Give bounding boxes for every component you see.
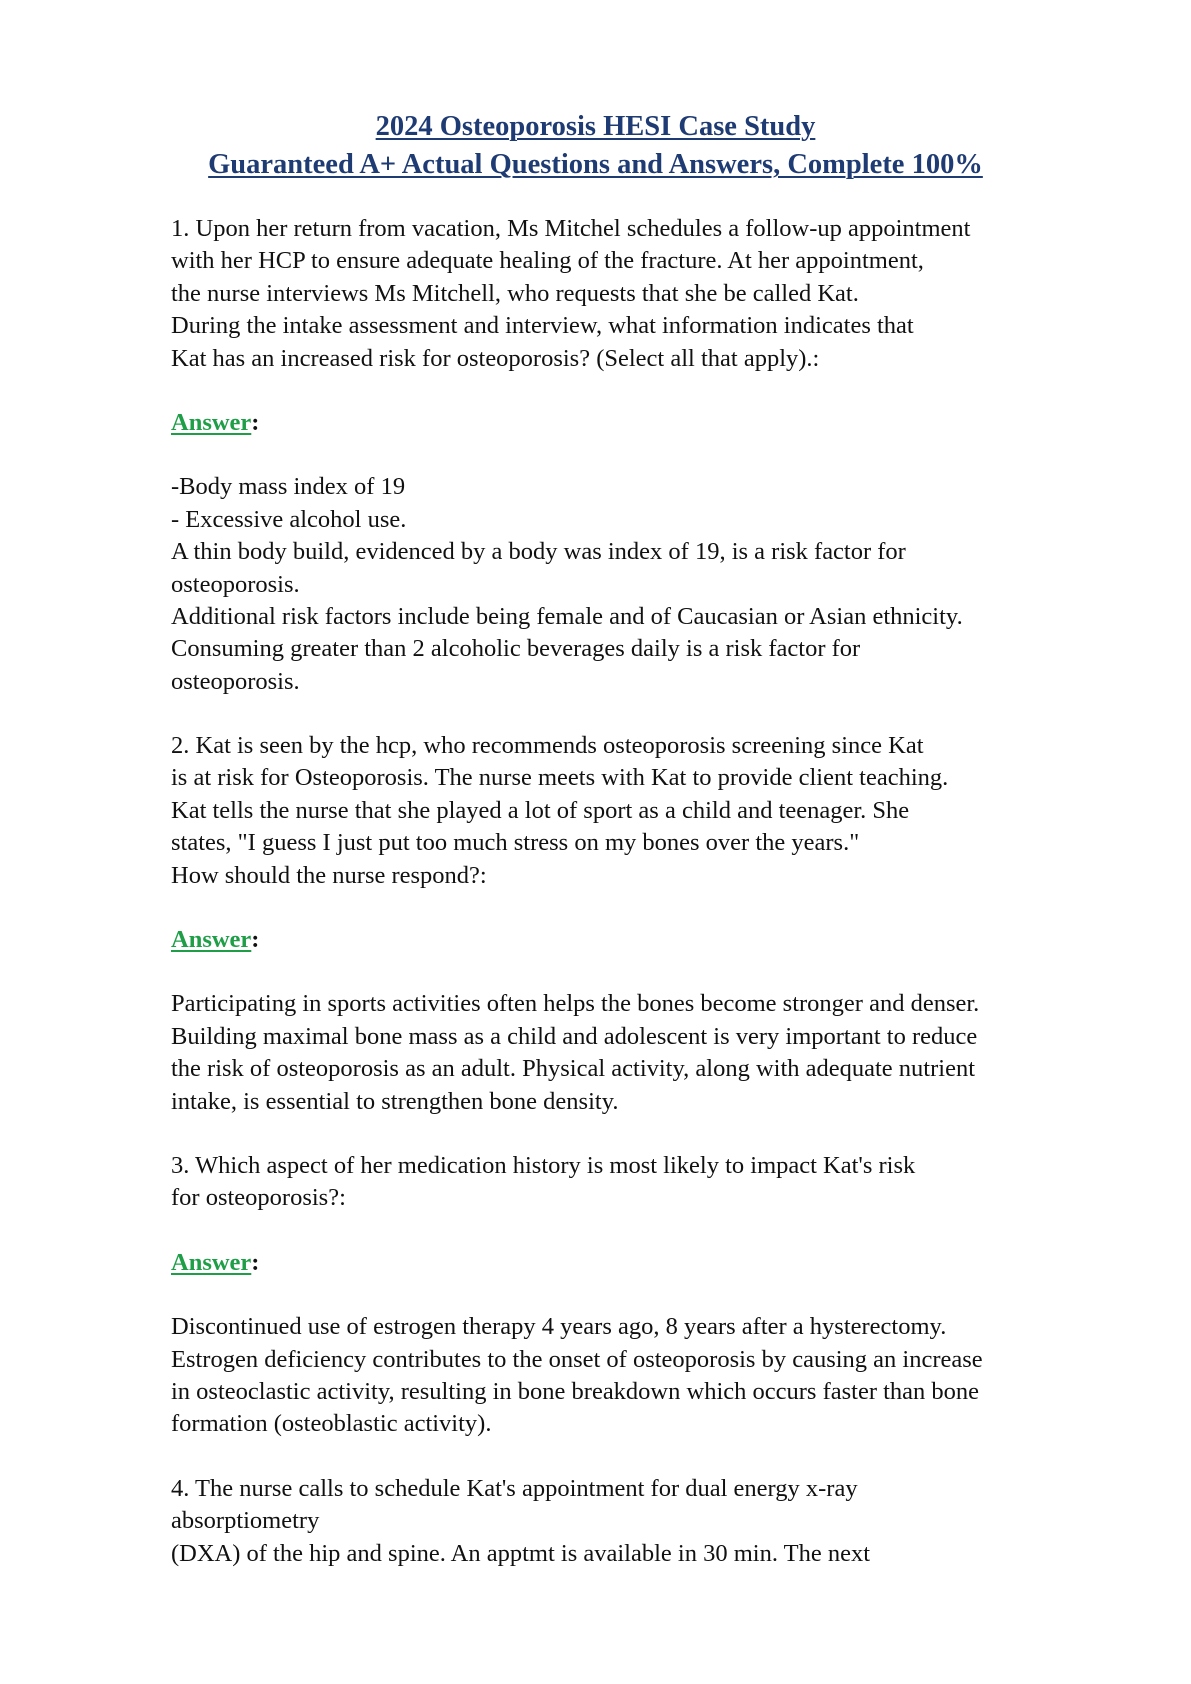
question-text-line: 2. Kat is seen by the hcp, who recommends osteoporosis screening since Kat — [171, 732, 924, 760]
question-text-line: 1. Upon her return from vacation, Ms Mitchel schedules a follow-up appointment — [171, 215, 971, 242]
question-1 — [171, 213, 1131, 375]
title-line-2: Guaranteed A+ Actual Questions and Answers, Complete 100% — [208, 149, 983, 180]
question-text-line: (DXA) of the hip and spine. An apptmt is available in 30 min. The next — [171, 1539, 871, 1567]
question-text-line: is at risk for Osteoporosis. The nurse meets with Kat to provide client teaching. — [171, 764, 949, 792]
document-title — [0, 108, 1191, 184]
answer-colon: : — [251, 1248, 260, 1276]
answer-2 — [171, 988, 1131, 1118]
question-text-line: for osteoporosis?: — [171, 1184, 346, 1212]
question-text-line: states, "I guess I just put too much stress on my bones over the years." — [171, 829, 860, 857]
question-text-line: 4. The nurse calls to schedule Kat's appointment for dual energy x-ray — [171, 1474, 858, 1502]
question-3 — [171, 1150, 1131, 1215]
answer-text-line: -Body mass index of 19 — [171, 473, 406, 501]
question-4 — [171, 1473, 1131, 1570]
answer-text-line: Building maximal bone mass as a child and adolescent is very important to reduce — [171, 1022, 978, 1050]
answer-3 — [171, 1311, 1131, 1441]
answer-text-line: A thin body build, evidenced by a body was index of 19, is a risk factor for — [171, 538, 906, 566]
question-text-line: absorptiometry — [171, 1507, 320, 1535]
answer-text-line: in osteoclastic activity, resulting in bone breakdown which occurs faster than bone — [171, 1377, 980, 1405]
answer-heading-3 — [171, 1247, 1131, 1279]
answer-heading-2 — [171, 924, 1131, 956]
title-line-1: 2024 Osteoporosis HESI Case Study — [375, 111, 816, 142]
answer-1 — [171, 471, 1131, 698]
answer-text-line: Participating in sports activities often helps the bones become stronger and denser. — [171, 990, 980, 1018]
answer-text-line: formation (osteoblastic activity). — [171, 1410, 492, 1438]
answer-text-line: - Excessive alcohol use. — [171, 505, 407, 533]
answer-label: Answer — [171, 1248, 252, 1276]
question-text-line: During the intake assessment and interview, what information indicates that — [171, 312, 914, 340]
answer-text-line: osteoporosis. — [171, 570, 300, 598]
answer-text-line: Consuming greater than 2 alcoholic beverages daily is a risk factor for — [171, 635, 861, 663]
question-text-line: 3. Which aspect of her medication history is most likely to impact Kat's risk — [171, 1151, 916, 1179]
question-2 — [171, 730, 1131, 892]
answer-colon: : — [251, 408, 260, 436]
answer-label: Answer — [171, 408, 252, 436]
answer-heading-1 — [171, 407, 1131, 439]
document-body — [171, 213, 1131, 1570]
question-text-line: Kat tells the nurse that she played a lot of sport as a child and teenager. She — [171, 796, 910, 824]
answer-text-line: osteoporosis. — [171, 667, 300, 695]
question-text-line: with her HCP to ensure adequate healing of the fracture. At her appointment, — [171, 247, 924, 275]
answer-text-line: intake, is essential to strengthen bone density. — [171, 1087, 619, 1115]
answer-label: Answer — [171, 926, 252, 954]
answer-text-line: Discontinued use of estrogen therapy 4 years ago, 8 years after a hysterectomy. — [171, 1313, 947, 1341]
answer-colon: : — [251, 926, 260, 954]
answer-text-line: Additional risk factors include being female and of Caucasian or Asian ethnicity. — [171, 602, 963, 630]
answer-text-line: Estrogen deficiency contributes to the onset of osteoporosis by causing an increase — [171, 1345, 983, 1373]
question-text-line: Kat has an increased risk for osteoporosis? (Select all that apply).: — [171, 344, 820, 372]
answer-text-line: the risk of osteoporosis as an adult. Physical activity, along with adequate nutrient — [171, 1055, 976, 1083]
question-text-line: How should the nurse respond?: — [171, 861, 487, 889]
question-text-line: the nurse interviews Ms Mitchell, who requests that she be called Kat. — [171, 279, 859, 307]
